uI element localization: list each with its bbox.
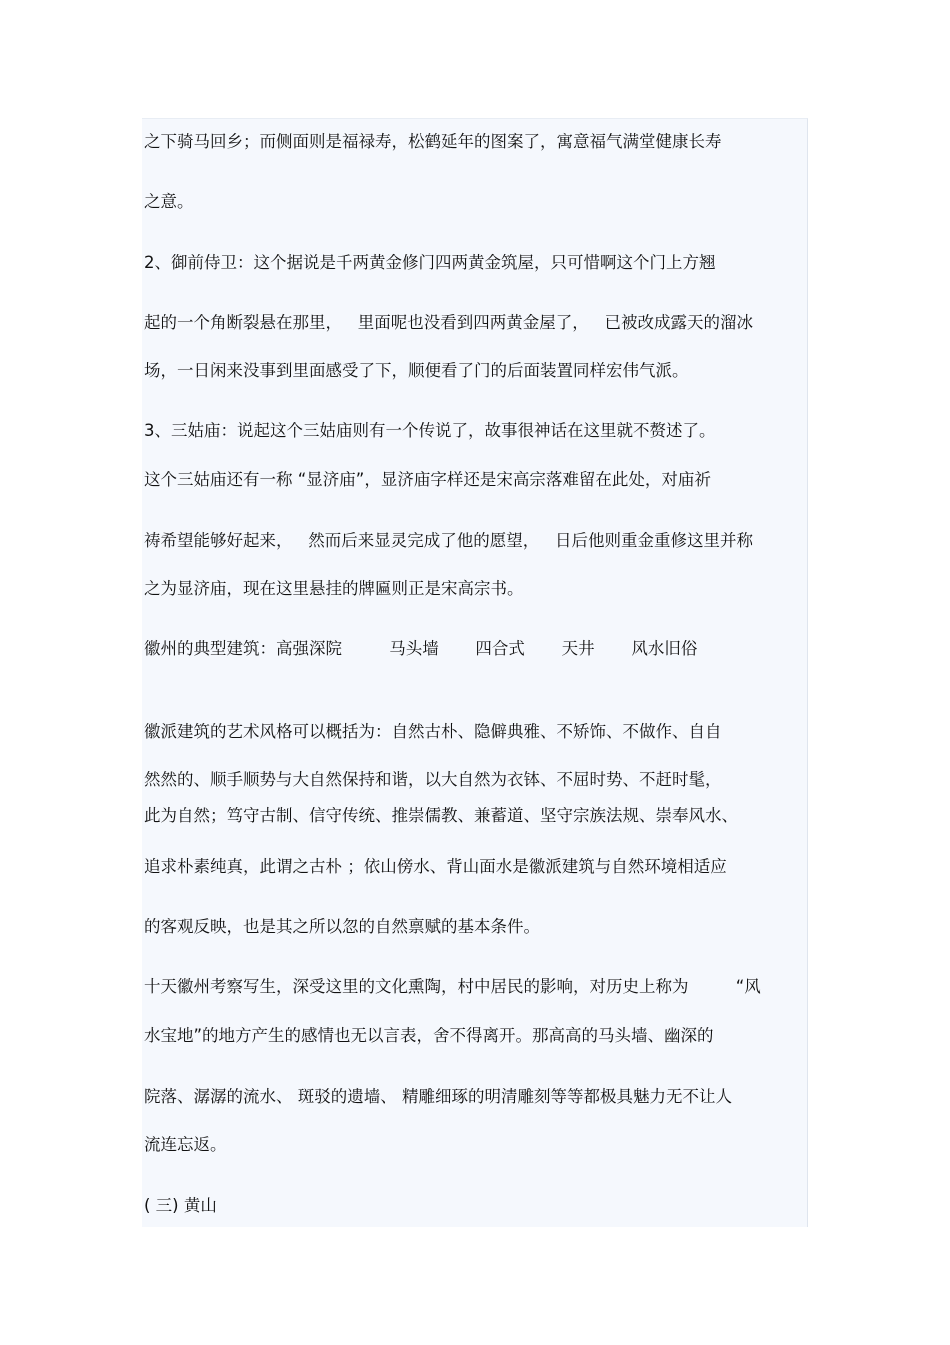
text-line: 的客观反映，也是其之所以忽的自然禀赋的基本条件。 xyxy=(144,917,540,936)
text-line: 徽州的典型建筑：高强深院 马头墙 四合式 天井 风水旧俗 xyxy=(144,639,698,658)
section-heading: ( 三) 黄山 xyxy=(144,1196,217,1215)
text-line: 十天徽州考察写生，深受这里的文化熏陶，村中居民的影响，对历史上称为 “风 xyxy=(144,977,761,996)
text-line: 徽派建筑的艺术风格可以概括为：自然古朴、隐僻典雅、不矫饰、不做作、自自 xyxy=(144,722,722,741)
text-line: 这个三姑庙还有一称 “显济庙”，显济庙字样还是宋高宗落难留在此处，对庙祈 xyxy=(144,470,711,489)
text-line: 流连忘返。 xyxy=(144,1135,227,1154)
text-line: 此为自然；笃守古制、信守传统、推崇儒教、兼蓄道、坚守宗族法规、崇奉风水、 xyxy=(144,806,738,825)
text-line: 3、三姑庙：说起这个三姑庙则有一个传说了，故事很神话在这里就不赘述了。 xyxy=(144,421,716,440)
text-line: 院落、潺潺的流水、 斑驳的遗墙、 精雕细琢的明清雕刻等等都极具魅力无不让人 xyxy=(144,1087,732,1106)
text-line: 追求朴素纯真，此谓之古朴 ；依山傍水、背山面水是徽派建筑与自然环境相适应 xyxy=(144,857,727,876)
text-line: 祷希望能够好起来， 然而后来显灵完成了他的愿望， 日后他则重金重修这里并称 xyxy=(144,531,753,550)
text-line: 之下骑马回乡；而侧面则是福禄寿，松鹤延年的图案了，寓意福气满堂健康长寿 xyxy=(144,132,722,151)
text-line: 起的一个角断裂悬在那里， 里面呢也没看到四两黄金屋了， 已被改成露天的溜冰 xyxy=(144,313,753,332)
text-panel xyxy=(142,118,808,1227)
text-line: 之为显济庙，现在这里悬挂的牌匾则正是宋高宗书。 xyxy=(144,579,524,598)
text-line: 之意。 xyxy=(144,192,194,211)
text-line: 水宝地”的地方产生的感情也无以言表，舍不得离开。那高高的马头墙、幽深的 xyxy=(144,1026,714,1045)
text-line: 场，一日闲来没事到里面感受了下，顺便看了门的后面装置同样宏伟气派。 xyxy=(144,361,689,380)
text-line: 然然的、顺手顺势与大自然保持和谐，以大自然为衣钵、不屈时势、不赶时髦， xyxy=(144,770,722,789)
text-line: 2、御前侍卫：这个据说是千两黄金修门四两黄金筑屋，只可惜啊这个门上方翘 xyxy=(144,253,716,272)
